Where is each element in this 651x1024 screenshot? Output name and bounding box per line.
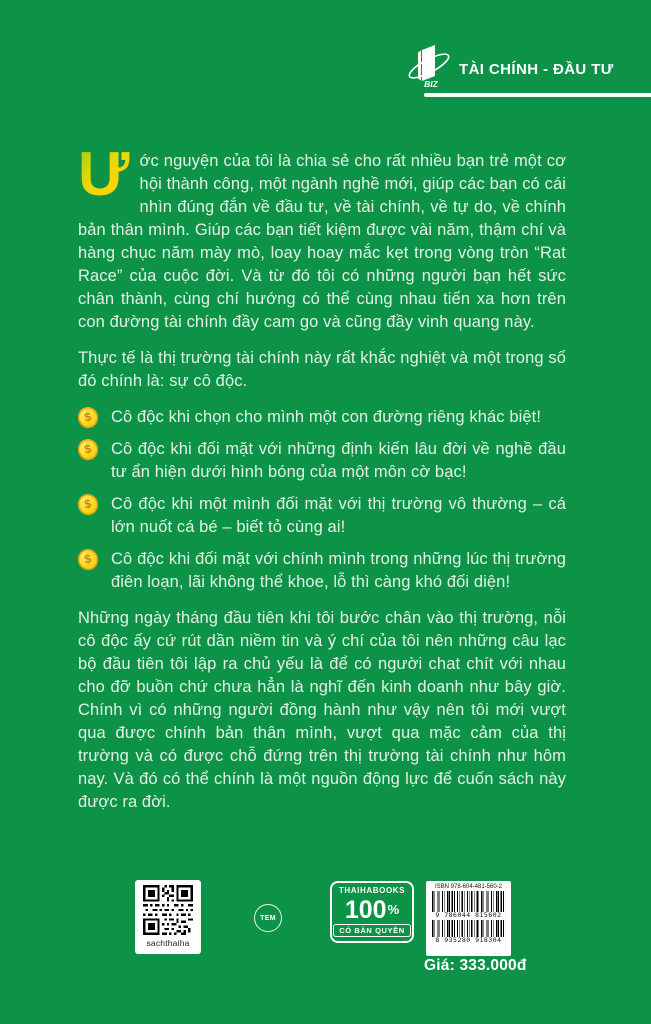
ean-digits-top: 9 786044 815602	[435, 911, 502, 919]
loneliness-bullet-list	[78, 406, 566, 594]
paragraph-market: Thực tế là thị trường tài chính này rất khắc nghiệt và một trong số đó chính là: sự cô độc.	[78, 349, 566, 390]
ean-digits-bottom: 8 935280 918304	[435, 936, 502, 944]
percent-sign: %	[387, 901, 400, 917]
coin-bullet-icon	[76, 547, 100, 572]
tem-stamp: TEM	[254, 904, 282, 932]
coin-bullet-icon	[76, 405, 100, 430]
list-item	[78, 493, 566, 539]
back-cover-text	[78, 140, 566, 827]
isbn-text: ISBN 978-604-481-560-2	[434, 884, 503, 890]
dropcap-letter: Ư	[78, 150, 140, 198]
svg-text:BIZ: BIZ	[424, 79, 438, 89]
bullet-text: Cô độc khi đối mặt với những định kiến lâu đời về nghề đầu tư ẩn hiện dưới hình bóng của một môn cờ bạc!	[111, 440, 566, 481]
list-item	[78, 438, 566, 484]
barcode-bars-top	[432, 891, 505, 912]
header	[0, 0, 651, 100]
list-item	[78, 406, 566, 429]
paragraph-closing: Những ngày tháng đầu tiên khi tôi bước chân vào thị trường, nỗi cô độc ấy cứ rút dần niềm tin và ý chí của tôi nên những câu lạc bộ đầu tiên tôi lập ra chủ yếu là để có người chat chít với nhau cho đỡ buồn chứ chưa hẳn là nghĩ đến kinh doanh như bây giờ. Chính vì có những người đồng hành như vậy nên tôi mới vượt qua được chính bản thân mình, vượt qua mặc cảm của thị trường và có được chỗ đứng trên thị trường tài chính như hôm nay. Và đó có thể chính là một nguồn động lực để cuốn sách này được ra đời.	[78, 609, 566, 811]
bullet-text: Cô độc khi đối mặt với chính mình trong những lúc thị trường điên loạn, lãi không thể khoe, lỗ thì càng khó đối diện!	[111, 550, 566, 591]
paragraph-intro	[78, 140, 566, 334]
list-item	[78, 548, 566, 594]
barcode-card	[426, 881, 511, 956]
qr-code-icon	[143, 885, 193, 935]
price-label: Giá: 333.000đ	[424, 957, 527, 974]
bullet-text: Cô độc khi chọn cho mình một con đường riêng khác biệt!	[111, 408, 542, 426]
badge-percent: 100 %	[344, 895, 400, 924]
header-rule	[424, 93, 651, 97]
thaiha-biz-logo-icon	[404, 42, 454, 94]
copyright-badge	[330, 881, 414, 943]
barcode-bars-bottom	[432, 920, 505, 937]
paragraph-intro-text: ớc nguyện của tôi là chia sẻ cho rất nhiều bạn trẻ một cơ hội thành công, một ngành nghề mới, giúp các bạn có cái nhìn đúng đắn về đầu tư, về tài chính, về tự do, về chính bản thân mình. Giúp các bạn tiết kiệm được vài năm, thậm chí và hàng chục năm mày mò, loay hoay mắc kẹt trong vòng tròn “Rat Race” của cuộc đời. Và từ đó tôi có những người bạn hết sức chân thành, cùng chí hướng có thể cùng nhau tiến xa hơn trên con đường tài chính đầy cam go và cũng đầy vinh quang này.	[78, 152, 566, 331]
coin-bullet-icon	[76, 437, 100, 462]
bullet-text: Cô độc khi một mình đối mặt với thị trường vô thường – cá lớn nuốt cá bé – biết tỏ cùng ai!	[111, 495, 566, 536]
badge-brand: THAIHABOOKS	[338, 886, 406, 895]
category-label: TÀI CHÍNH - ĐẦU TƯ	[459, 61, 614, 78]
qr-card	[135, 880, 201, 954]
coin-bullet-icon	[76, 492, 100, 517]
qr-caption: sachthaiha	[146, 938, 190, 948]
badge-slogan: CÓ BẢN QUYỀN	[333, 924, 411, 937]
